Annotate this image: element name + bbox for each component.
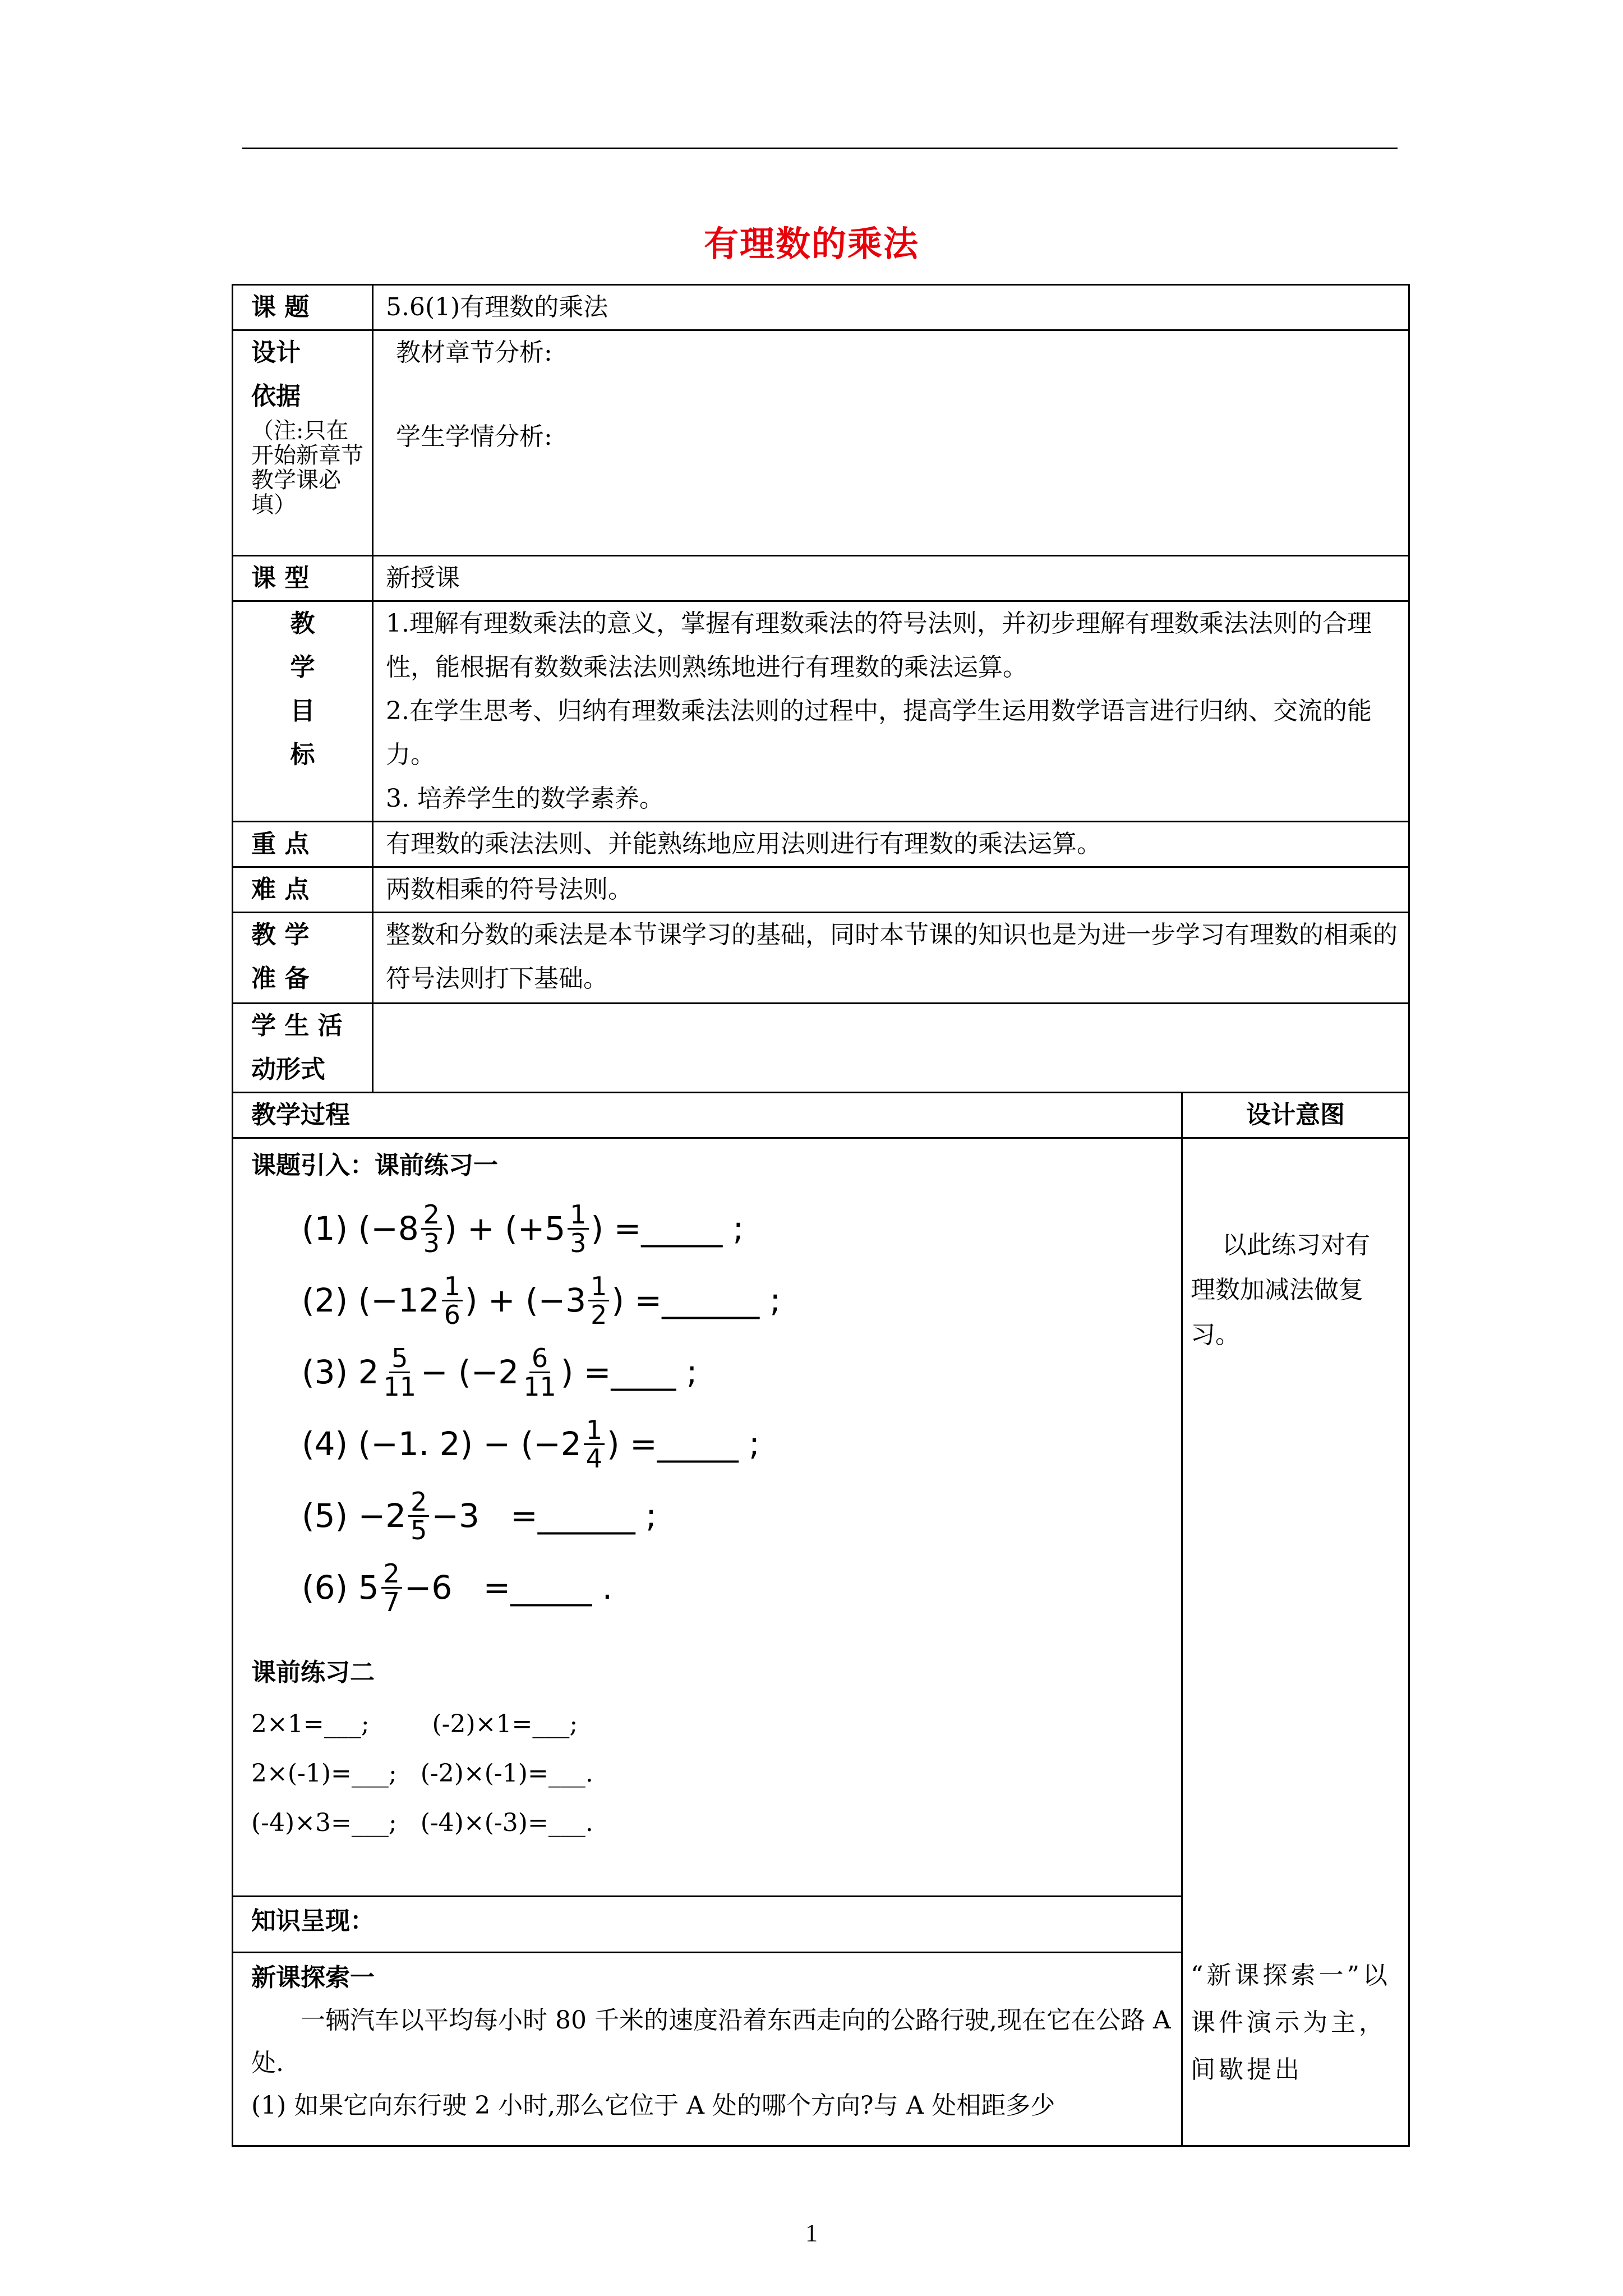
goals-content [373, 601, 1409, 822]
header-rule [242, 148, 1398, 149]
topic-value: 5.6(1)有理数的乘法 [373, 285, 1409, 330]
key-label: 重 点 [233, 822, 373, 867]
basis-student: 学生学情分析: [396, 422, 552, 451]
explore-paragraph-2: (1) 如果它向东行驶 2 小时,那么它位于 A 处的哪个方向?与 A 处相距多少 [251, 2091, 1055, 2120]
exercise-1-item-4: (4) (−1. 2) − (−2 $\frac{1}{4}$ ) =_____ ; [302, 1414, 760, 1474]
exercise-1-list [251, 1193, 1181, 1623]
topic-label: 课 题 [233, 285, 373, 330]
process-header: 教学过程 [233, 1093, 1182, 1138]
exercise-1-item-1: (1) (−8 $\frac{2}{3}$ ) + (+5 $\frac{1}{3}$ ) =_____ ; [302, 1199, 744, 1258]
explore-paragraph-1: 一辆汽车以平均每小时 80 千米的速度沿着东西走向的公路行驶,现在它在公路 A 处. [251, 2006, 1171, 2077]
basis-note: （注:只在开始新章节教学课必填） [251, 418, 363, 518]
page-number: 1 [805, 2219, 818, 2247]
exercise-2-line-1: 2×1=___; (-2)×1=___; [251, 1710, 578, 1738]
explore-title: 新课探索一 [251, 1963, 375, 1992]
difficulty-label: 难 点 [233, 867, 373, 913]
goal-label: 教 学 目 标 [233, 601, 373, 822]
design-note-1: 以此练习对有理数加减法做复习。 [1191, 1231, 1370, 1349]
design-intent-cell [1182, 1138, 1409, 2146]
type-value: 新授课 [373, 556, 1409, 601]
document-title: 有理数的乘法 [703, 223, 919, 264]
explore-cell [233, 1953, 1182, 2146]
design-note-2: “新课探索一”以课件演示为主，间歇提出 [1191, 1961, 1391, 2084]
goal-2: 2.在学生思考、归纳有理数乘法法则的过程中，提高学生运用数学语言进行归纳、交流的能力。 [386, 697, 1372, 769]
goal-1: 1.理解有理数乘法的意义，掌握有理数乘法的符号法则，并初步理解有理数乘法法则的合理性，能根据有数数乘法法则熟练地进行有理数的乘法运算。 [386, 609, 1372, 682]
basis-label-line1: 设计 [251, 338, 301, 367]
knowledge-title: 知识呈现： [251, 1907, 375, 1935]
intro-title: 课题引入：课前练习一 [251, 1151, 498, 1180]
exercise-2-line-3: (-4)×3=___; (-4)×(-3)=___. [251, 1809, 593, 1837]
prep-label: 教 学 准 备 [233, 913, 373, 1004]
goal-3: 3. 培养学生的数学素养。 [386, 784, 664, 813]
type-label: 课 型 [233, 556, 373, 601]
exercise-1-item-5: (5) −2 $\frac{2}{5}$ −3 =______ ; [302, 1486, 657, 1545]
activity-label: 学 生 活 动形式 [233, 1004, 373, 1093]
exercise-2-title: 课前练习二 [251, 1658, 375, 1687]
difficulty-value: 两数相乘的符号法则。 [373, 867, 1409, 913]
exercise-1-item-3: (3) 2 $\frac{5}{11}$ − (−2 $\frac{6}{11}$ ) =____ ; [302, 1342, 698, 1402]
design-header: 设计意图 [1182, 1093, 1409, 1138]
exercise-1-item-6: (6) 5 $\frac{2}{7}$ −6 =_____ . [302, 1558, 613, 1617]
activity-value [373, 1004, 1409, 1093]
basis-material: 教材章节分析: [396, 338, 552, 367]
knowledge-cell [233, 1897, 1182, 1953]
prep-value: 整数和分数的乘法是本节课学习的基础，同时本节课的知识也是为进一步学习有理数的相乘的符号法则打下基础。 [373, 913, 1409, 1004]
key-value: 有理数的乘法法则、并能熟练地应用法则进行有理数的乘法运算。 [373, 822, 1409, 867]
basis-label-line2: 依据 [251, 382, 301, 411]
exercise-2-line-2: 2×(-1)=___; (-2)×(-1)=___. [251, 1759, 593, 1788]
basis-content [373, 330, 1409, 556]
lesson-plan-table [232, 284, 1410, 2147]
exercise-1-item-2: (2) (−12 $\frac{1}{6}$ ) + (−3 $\frac{1}{2}$ ) =______ ; [302, 1271, 781, 1330]
basis-label [233, 330, 373, 556]
intro-exercises [233, 1138, 1182, 1897]
